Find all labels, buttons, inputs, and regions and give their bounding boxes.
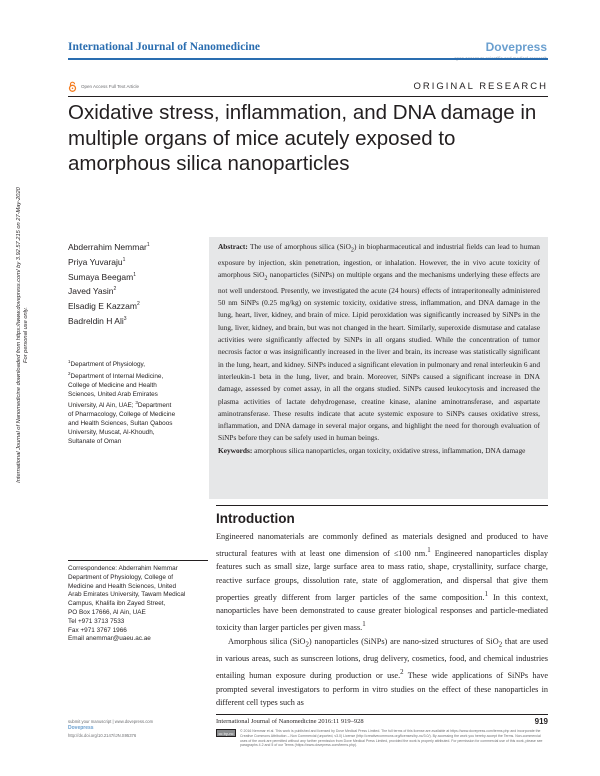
- correspondence-line: Fax +971 3767 1966: [68, 626, 127, 634]
- open-access-text: Open Access Full Text Article: [81, 84, 139, 89]
- intro-divider: [216, 505, 548, 506]
- header-divider: [68, 58, 548, 60]
- affiliation-line: University, Muscat, Al-Khoudh,: [68, 428, 155, 436]
- author: Abderrahim Nemmar$^1$: [68, 241, 150, 252]
- correspondence-email[interactable]: Email anemmar@uaeu.ac.ae: [68, 635, 151, 643]
- affiliation-line: $^1$Department of Physiology,: [68, 359, 145, 369]
- download-note-line2: For personal use only.: [23, 307, 29, 363]
- paper-title: Oxidative stress, inflammation, and DNA damage in multiple organs of mice acutely exposed to amorphous silica nanoparticles: [68, 101, 537, 175]
- section-label: ORIGINAL RESEARCH: [413, 81, 548, 92]
- correspondence-line: Medicine and Health Sciences, United: [68, 582, 176, 590]
- introduction-body: [216, 530, 548, 710]
- website-link[interactable]: www.dovepress.com: [114, 719, 154, 724]
- affiliation-line: University, Al Ain, UAE; $^3$Department: [68, 400, 172, 410]
- affiliation-line: and Health Sciences, Sultan Qaboos: [68, 420, 173, 428]
- open-access-badge: [68, 81, 139, 92]
- correspondence-line: Department of Physiology, College of: [68, 573, 174, 581]
- paragraph: Engineered nanomaterials are commonly defined as materials designed and produced to have structural features with at least one dimension of ≤100 nm.$^1$ Engineered nanoparticles display features such as small size, large surface area to mass ratio, shape, crystallinity, surface charge, reactive surface groups, dissolution rate, state of agglomeration, and dispersal that give them properties greatly different from larger particles of the same composition.$^1$ In this context, nanoparticles have been demonstrated to cause greater biological responses and particle-mediated toxicity than larger particles per given mass.$^1$: [216, 532, 549, 633]
- affiliations: [68, 358, 208, 447]
- correspondence: [68, 565, 208, 644]
- affiliation-line: $^2$Department of Internal Medicine,: [68, 370, 164, 381]
- correspondence-line: Arab Emirates University, Tawam Medical: [68, 591, 186, 599]
- author: Javed Yasin$^2$: [68, 286, 117, 297]
- open-access-lock-icon: [68, 81, 77, 92]
- correspondence-line: Campus, Khalifa ibn Zayed Street,: [68, 600, 166, 608]
- author-list: [68, 239, 198, 328]
- section-divider: [68, 96, 548, 97]
- correspondence-divider: [68, 560, 208, 561]
- affiliation-line: Sultanate of Oman: [68, 437, 122, 445]
- download-note-line1: International Journal of Nanomedicine downloaded from https://www.dovepress.com/ by 3.92.57.215 on 27-May-2020: [16, 187, 22, 483]
- correspondence-line: PO Box 17666, Al Ain, UAE: [68, 608, 146, 616]
- footer-journal-citation: International Journal of Nanomedicine 2016:11 919–928: [216, 718, 364, 725]
- affiliation-line: College of Medicine and Health: [68, 381, 157, 389]
- footer-left: [68, 718, 208, 739]
- correspondence-line: Tel +971 3713 7533: [68, 617, 125, 625]
- section-heading-introduction: Introduction: [216, 511, 295, 526]
- doi-link[interactable]: http://dx.doi.org/10.2147/IJN.S95376: [68, 733, 137, 738]
- license-block: [216, 729, 548, 748]
- brand-name: Dovepress: [485, 40, 547, 54]
- author: Priya Yuvaraju$^1$: [68, 256, 126, 267]
- affiliation-line: of Pharmacology, College of Medicine: [68, 411, 176, 419]
- submit-manuscript-link[interactable]: submit your manuscript: [68, 719, 112, 724]
- submit-line: submit your manuscript | www.dovepress.com: [68, 719, 154, 724]
- download-watermark: [16, 125, 30, 545]
- correspondence-line: Correspondence: Abderrahim Nemmar: [68, 565, 178, 572]
- abstract-box: [209, 237, 548, 499]
- keywords: Keywords: amorphous silica nanoparticles, organ toxicity, oxidative stress, inflammation, DNA damage: [218, 445, 526, 455]
- author: Elsadig E Kazzam$^2$: [68, 301, 140, 312]
- author: Badreldin H Ali$^3$: [68, 315, 127, 326]
- license-text: © 2016 Nemmar et al. This work is published and licensed by Dove Medical Press Limited. The full terms of this license are available at https://www.dovepress.com/terms.php and incorporate the Creative Commons Attribution – Non Commercial (unported, v3.0) License (http://creativecommons.org/licenses/by-nc/3.0/). By accessing the work you hereby accept the Terms. Non-commercial uses of the work are permitted without any further permission from Dove Medical Press Limited, provided the work is properly attributed. For permission for commercial use of this work, please see paragraphs 4.2 and 5 of our Terms (https://www.dovepress.com/terms.php).: [240, 729, 543, 748]
- author: Sumaya Beegam$^1$: [68, 271, 136, 282]
- creative-commons-icon[interactable]: cc by-nc: [216, 729, 236, 737]
- footer-brand: Dovepress: [68, 725, 94, 731]
- page-number: 919: [534, 717, 548, 726]
- abstract-text: Abstract: The use of amorphous silica (SiO$_2$) in biopharmaceutical and industrial fields can lead to human exposure by injection, skin penetration, ingestion, or inhalation. However, the in vivo acute toxicity of amorphous SiO$_2$ nanoparticles (SiNPs) on multiple organs and the mechanisms underlying these effects are not well understood. Presently, we investigated the acute (24 hours) effects of intraperitoneally administered 50 nm SiNPs (0.25 mg/kg) on systemic toxicity, oxidative stress, inflammation, and DNA damage in the lung, heart, liver, kidney, and brain of mice. Lipid peroxidation was significantly increased by SiNPs in the lung, liver, kidney, and brain, but was not changed in the heart. Similarly, superoxide dismutase and catalase activities were significantly affected by SiNPs in all organs studied. While the concentration of tumor necrosis factor α was insignificantly increased in the liver and brain, its increase was statistically significant in the lung, heart, and kidney. SiNPs induced a significant elevation in pulmonary and renal interleukin 6 and interleukin-1 beta in the lung, liver, and brain. Moreover, SiNPs caused a significant increase in DNA damage, assessed by comet assay, in all the organs studied. SiNPs caused leukocytosis and increased the plasma activities of lactate dehydrogenase, creatine kinase, alanine aminotransferase, and aspartate aminotransferase. These results indicate that acute systemic exposure to SiNPs causes oxidative stress, inflammation, and DNA damage in several major organs, and highlight the need for thorough evaluation of SiNPs before they can be safely used in human beings.: [218, 242, 540, 443]
- journal-title: International Journal of Nanomedicine: [68, 41, 260, 53]
- paragraph: Amorphous silica (SiO$_2$) nanoparticles (SiNPs) are nano-sized structures of SiO$_2$ that are used in various areas, such as sunscreen lotions, drug delivery, cosmetics, food, and chemical industries entailing human exposure during production or use.$^2$ These wide applications of SiNPs have prompted several investigators to perform in vitro studies on the effect of these nanoparticles in different cell types such as: [216, 636, 548, 708]
- affiliation-line: Sciences, United Arab Emirates: [68, 390, 158, 398]
- footer-divider: [216, 714, 548, 715]
